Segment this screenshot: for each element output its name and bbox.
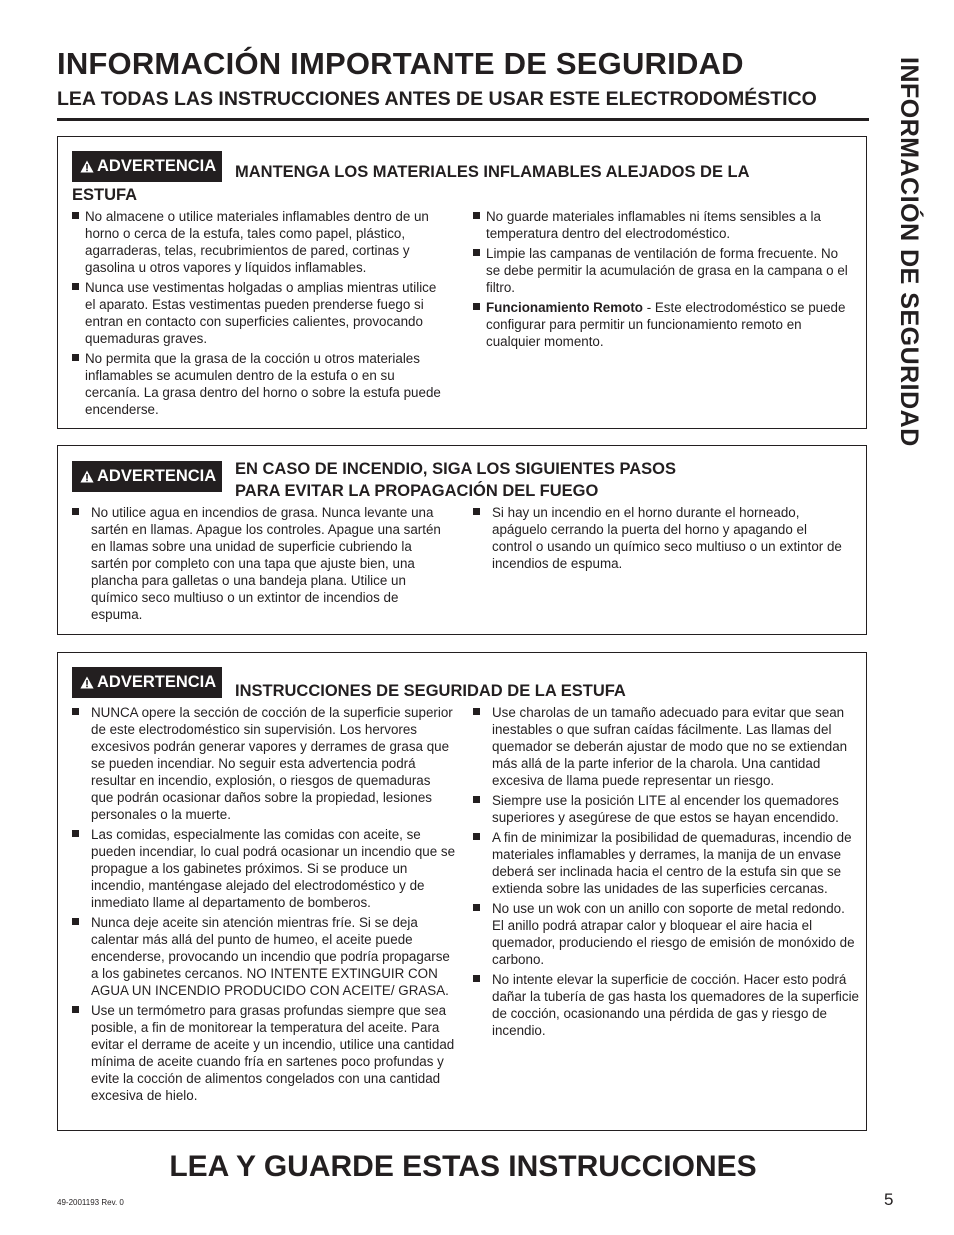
list-item: Siempre use la posición LITE al encender los quemadores superiores y asegúrese de que estos se hayan encendido. xyxy=(473,792,859,826)
bullet-square-icon xyxy=(473,249,480,256)
bullet-square-icon xyxy=(473,508,480,515)
header-rule xyxy=(57,118,869,121)
right-column xyxy=(473,208,849,353)
list-item: Funcionamiento Remoto - Este electrodoméstico se puede configurar para permitir un funcionamiento remoto en cualquier momento. xyxy=(473,299,849,350)
remote-operation-label: Funcionamiento Remoto xyxy=(486,300,643,315)
warning-box-cooktop xyxy=(57,652,867,1131)
list-item: Use un termómetro para grasas profundas siempre que sea posible, a fin de monitorear la temperatura del aceite. Para evitar el derrame de aceite y un incendio, utilice una cantidad mínima de aceite cuando fría en sartenes poco profundas y evite la cocción de alimentos congelados con una cantidad excesiva de hielo. xyxy=(72,1002,456,1104)
warning-triangle-icon xyxy=(80,470,94,483)
warning-triangle-icon xyxy=(80,676,94,689)
warning-triangle-icon xyxy=(80,160,94,173)
list-item: Nunca use vestimentas holgadas o amplias mientras utilice el aparato. Estas vestimentas pueden prenderse fuego si entran en contacto con superficies calientes, provocando quemaduras graves. xyxy=(72,279,447,347)
list-item: No intente elevar la superficie de cocción. Hacer esto podrá dañar la tubería de gas hasta los quemadores de la superficie de cocción, ocasionando una pérdida de gas y riesgo de incendio. xyxy=(473,971,859,1039)
document-code: 49-2001193 Rev. 0 xyxy=(57,1198,124,1207)
list-item: Use charolas de un tamaño adecuado para evitar que sean inestables o que sufran caídas fácilmente. Las llamas del quemador se deberán ajustar de modo que no se extiendan más allá de la parte inferior de la charola. Una cantidad excesiva de llama puede representar un riesgo. xyxy=(473,704,859,789)
section-heading-line-1: INSTRUCCIONES DE SEGURIDAD DE LA ESTUFA xyxy=(235,682,626,700)
section-heading-line-2: ESTUFA xyxy=(72,186,138,204)
list-item: A fin de minimizar la posibilidad de quemaduras, incendio de materiales inflamables y derrames, la manija de un envase deberá ser inclinada hacia el centro de la estufa sin que se extienda sobre las unidades de las superficies cercanas. xyxy=(473,829,859,897)
bullet-square-icon xyxy=(72,283,79,290)
bullet-square-icon xyxy=(473,833,480,840)
warning-badge xyxy=(72,667,222,698)
warning-badge-label: ADVERTENCIA xyxy=(97,157,217,175)
footer-title: LEA Y GUARDE ESTAS INSTRUCCIONES xyxy=(169,1150,757,1183)
section-heading-line-2: PARA EVITAR LA PROPAGACIÓN DEL FUEGO xyxy=(235,482,599,500)
right-column xyxy=(473,704,859,1042)
list-item: No guarde materiales inflamables ni ítems sensibles a la temperatura dentro del electrodoméstico. xyxy=(473,208,849,242)
list-item: Si hay un incendio en el horno durante el horneado, apáguelo cerrando la puerta del horno y apagando el control o usando un químico seco multiuso o un extintor de incendios de espuma. xyxy=(473,504,848,572)
warning-box-flammables xyxy=(57,136,867,429)
bullet-square-icon xyxy=(72,508,79,515)
list-item: No use un wok con un anillo con soporte de metal redondo. El anillo podrá atrapar calor y bloquear el aire hacia el quemador, produciendo el riesgo de emisión de monóxido de carbono. xyxy=(473,900,859,968)
warning-badge xyxy=(72,461,222,492)
left-column xyxy=(72,208,447,421)
list-item: Las comidas, especialmente las comidas con aceite, se pueden incendiar, lo cual podrá ocasionar un incendio que se propague a los gabinetes próximos. Si se produce un incendio, manténgase alejado del electrodoméstico y de inmediato llame al departamento de bomberos. xyxy=(72,826,456,911)
bullet-square-icon xyxy=(473,212,480,219)
warning-badge xyxy=(72,151,222,182)
bullet-square-icon xyxy=(72,918,79,925)
bullet-square-icon xyxy=(473,975,480,982)
list-item: Nunca deje aceite sin atención mientras fríe. Si se deja calentar más allá del punto de humeo, el aceite puede encenderse, provocando un incendio que podría propagarse a los gabinetes cercanos. NO INTENTE EXTINGUIR CON AGUA UN INCENDIO PRODUCIDO CON ACEITE/ GRASA. xyxy=(72,914,456,999)
list-item: No utilice agua en incendios de grasa. Nunca levante una sartén en llamas. Apague los controles. Apague una sartén en llamas sobre una unidad de superficie cubriendo la sartén por completo con una tapa que ajuste bien, una plancha para galletas o una bandeja plana. Utilice un químico seco multiuso o un extintor de incendios de espuma. xyxy=(72,504,442,623)
list-item: No permita que la grasa de la cocción u otros materiales inflamables se acumulen dentro de la estufa o en su cercanía. La grasa dentro del horno o sobre la estufa puede encenderse. xyxy=(72,350,447,418)
side-section-tab: INFORMACIÓN DE SEGURIDAD xyxy=(895,57,923,447)
bullet-square-icon xyxy=(72,708,79,715)
page-title: INFORMACIÓN IMPORTANTE DE SEGURIDAD xyxy=(57,46,744,81)
page-subtitle: LEA TODAS LAS INSTRUCCIONES ANTES DE USAR ESTE ELECTRODOMÉSTICO xyxy=(57,88,817,110)
bullet-square-icon xyxy=(473,904,480,911)
right-column xyxy=(473,504,848,575)
list-item: Limpie las campanas de ventilación de forma frecuente. No se debe permitir la acumulación de grasa en la campana o el filtro. xyxy=(473,245,849,296)
bullet-square-icon xyxy=(72,212,79,219)
bullet-square-icon xyxy=(72,830,79,837)
bullet-square-icon xyxy=(473,708,480,715)
bullet-square-icon xyxy=(72,354,79,361)
section-heading-line-1: EN CASO DE INCENDIO, SIGA LOS SIGUIENTES PASOS xyxy=(235,460,676,478)
warning-badge-label: ADVERTENCIA xyxy=(97,467,217,485)
left-column xyxy=(72,704,456,1107)
list-item: NUNCA opere la sección de cocción de la superficie superior de este electrodoméstico sin supervisión. Los hervores excesivos podrán generar vapores y derrames de grasa que se pueden incendiar. No seguir esta advertencia podrá resultar en incendio, explosión, o riesgos de quemaduras que podrán ocasionar daños sobre la propiedad, lesiones personales o la muerte. xyxy=(72,704,456,823)
warning-box-fire xyxy=(57,445,867,635)
bullet-square-icon xyxy=(72,1006,79,1013)
left-column xyxy=(72,504,442,626)
section-heading-line-1: MANTENGA LOS MATERIALES INFLAMABLES ALEJADOS DE LA xyxy=(235,163,750,181)
bullet-square-icon xyxy=(473,303,480,310)
warning-badge-label: ADVERTENCIA xyxy=(97,673,217,691)
page-number: 5 xyxy=(884,1190,894,1209)
bullet-square-icon xyxy=(473,796,480,803)
list-item: No almacene o utilice materiales inflamables dentro de un horno o cerca de la estufa, tales como papel, plástico, agarraderas, telas, recubrimientos de pared, cortinas y gasolina u otros vapores y líquidos inflamables. xyxy=(72,208,447,276)
